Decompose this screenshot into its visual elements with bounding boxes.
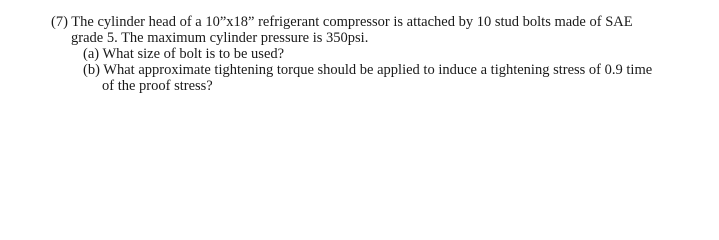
part-b-continuation: of the proof stress? [102,78,213,94]
part-a [83,46,284,62]
problem-statement-line-2: grade 5. The maximum cylinder pressure is 350psi. [71,30,369,46]
part-a-text: What size of bolt is to be used? [102,46,285,62]
problem-number: (7) [51,14,68,30]
part-b-label: (b) [83,62,100,78]
part-a-label: (a) [83,46,100,62]
part-b-text: What approximate tightening torque should be applied to induce a tightening stress of 0.9 time [103,62,653,78]
part-b [83,62,652,78]
problem-statement-text: The cylinder head of a 10”x18” refrigerant compressor is attached by 10 stud bolts made of SAE [71,14,633,30]
problem-statement-line-1 [51,14,633,30]
